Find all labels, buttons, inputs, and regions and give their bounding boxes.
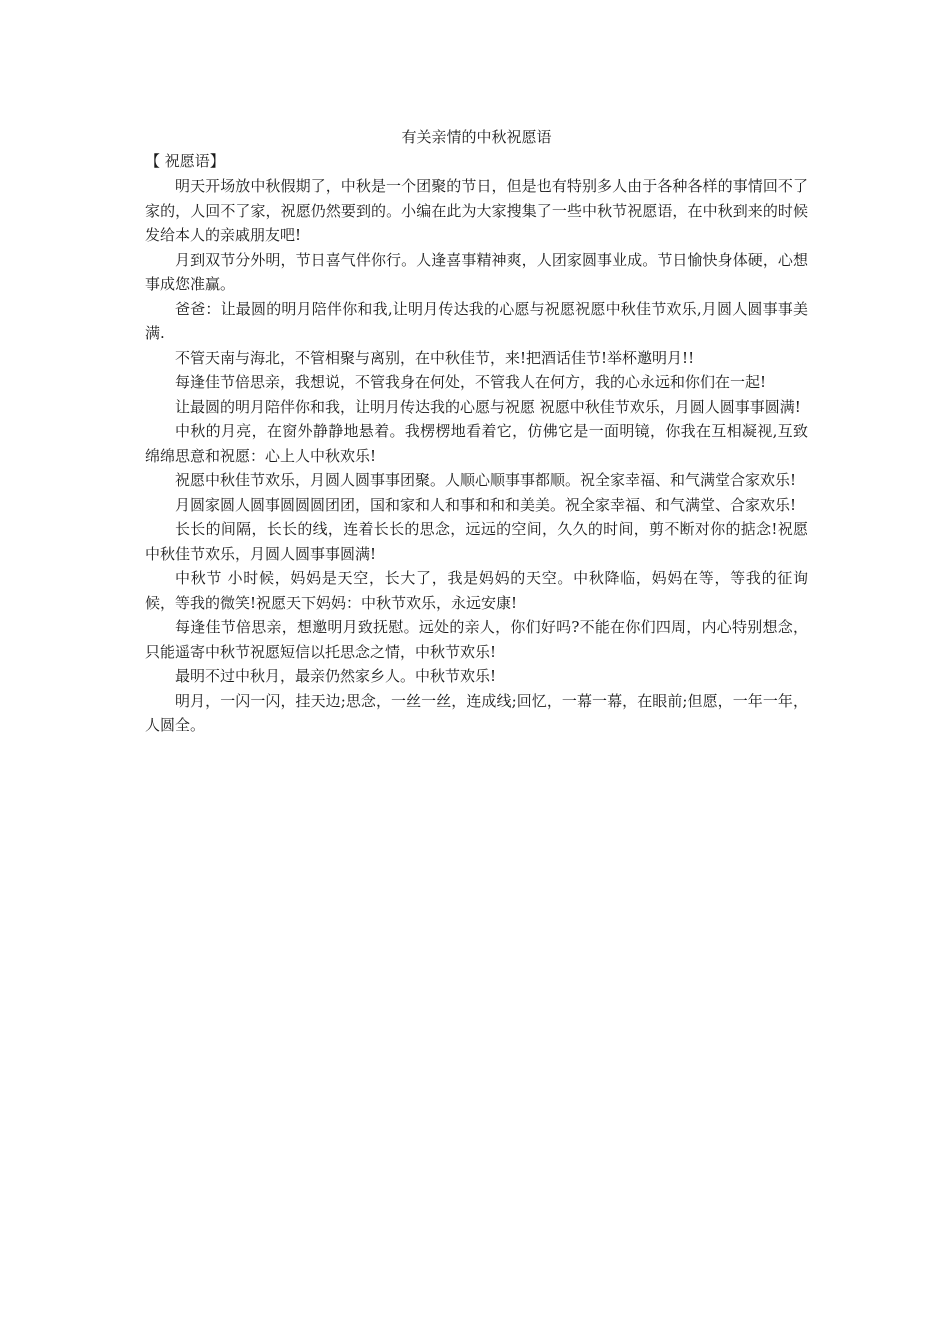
paragraph: 不管天南与海北，不管相聚与离别，在中秋佳节，来!把酒话佳节!举杯邀明月!! [175,348,695,367]
section-heading: 【 祝愿语】 [145,152,225,170]
paragraph: 月圆家圆人圆事圆圆圆团团，国和家和人和事和和和美美。祝全家幸福、和气满堂、合家欢乐! [175,495,797,514]
paragraph: 长长的间隔，长长的线，连着长长的思念，远远的空间，久久的时间，剪不断对你的掂念!祝愿中秋佳节欢乐，月圆人圆事事圆满! [145,520,808,563]
paragraph: 每逢佳节倍思亲，想邀明月致抚慰。远处的亲人，你们好吗?不能在你们四周，内心特别想念，只能遥寄中秋节祝愿短信以托思念之情，中秋节欢乐! [145,618,808,661]
paragraph: 让最圆的明月陪伴你和我，让明月传达我的心愿与祝愿 祝愿中秋佳节欢乐，月圆人圆事事圆满! [175,397,801,416]
document-page [145,126,808,738]
document-title: 有关亲情的中秋祝愿语 [401,128,552,146]
paragraph: 明天开场放中秋假期了，中秋是一个团聚的节日，但是也有特别多人由于各种各样的事情回不了家的，人回不了家，祝愿仍然要到的。小编在此为大家搜集了一些中秋节祝愿语，在中秋到来的时候发给本人的亲戚朋友吧! [145,177,808,244]
paragraph: 祝愿中秋佳节欢乐，月圆人圆事事团聚。人顺心顺事事都顺。祝全家幸福、和气满堂合家欢乐! [175,471,797,489]
paragraph: 最明不过中秋月，最亲仍然家乡人。中秋节欢乐! [175,667,497,685]
paragraph: 月到双节分外明，节日喜气伴你行。人逢喜事精神爽，人团家圆事业成。节日愉快身体硬，心想事成您准赢。 [145,250,808,293]
paragraph: 中秋的月亮，在窗外静静地悬着。我楞楞地看着它，仿佛它是一面明镜，你我在互相凝视,互致绵绵思意和祝愿：心上人中秋欢乐! [145,422,808,465]
paragraph: 明月，一闪一闪，挂天边;思念，一丝一丝，连成线;回忆，一幕一幕，在眼前;但愿，一年一年，人圆全。 [145,691,808,734]
document-body [145,174,808,738]
paragraph: 爸爸：让最圆的明月陪伴你和我,让明月传达我的心愿与祝愿祝愿中秋佳节欢乐,月圆人圆事事美满. [145,299,808,342]
paragraph: 每逢佳节倍思亲，我想说，不管我身在何处，不管我人在何方，我的心永远和你们在一起! [175,373,767,391]
paragraph: 中秋节 小时候，妈妈是天空，长大了，我是妈妈的天空。中秋降临，妈妈在等，等我的征询候，等我的微笑!祝愿天下妈妈：中秋节欢乐，永远安康! [145,569,808,612]
